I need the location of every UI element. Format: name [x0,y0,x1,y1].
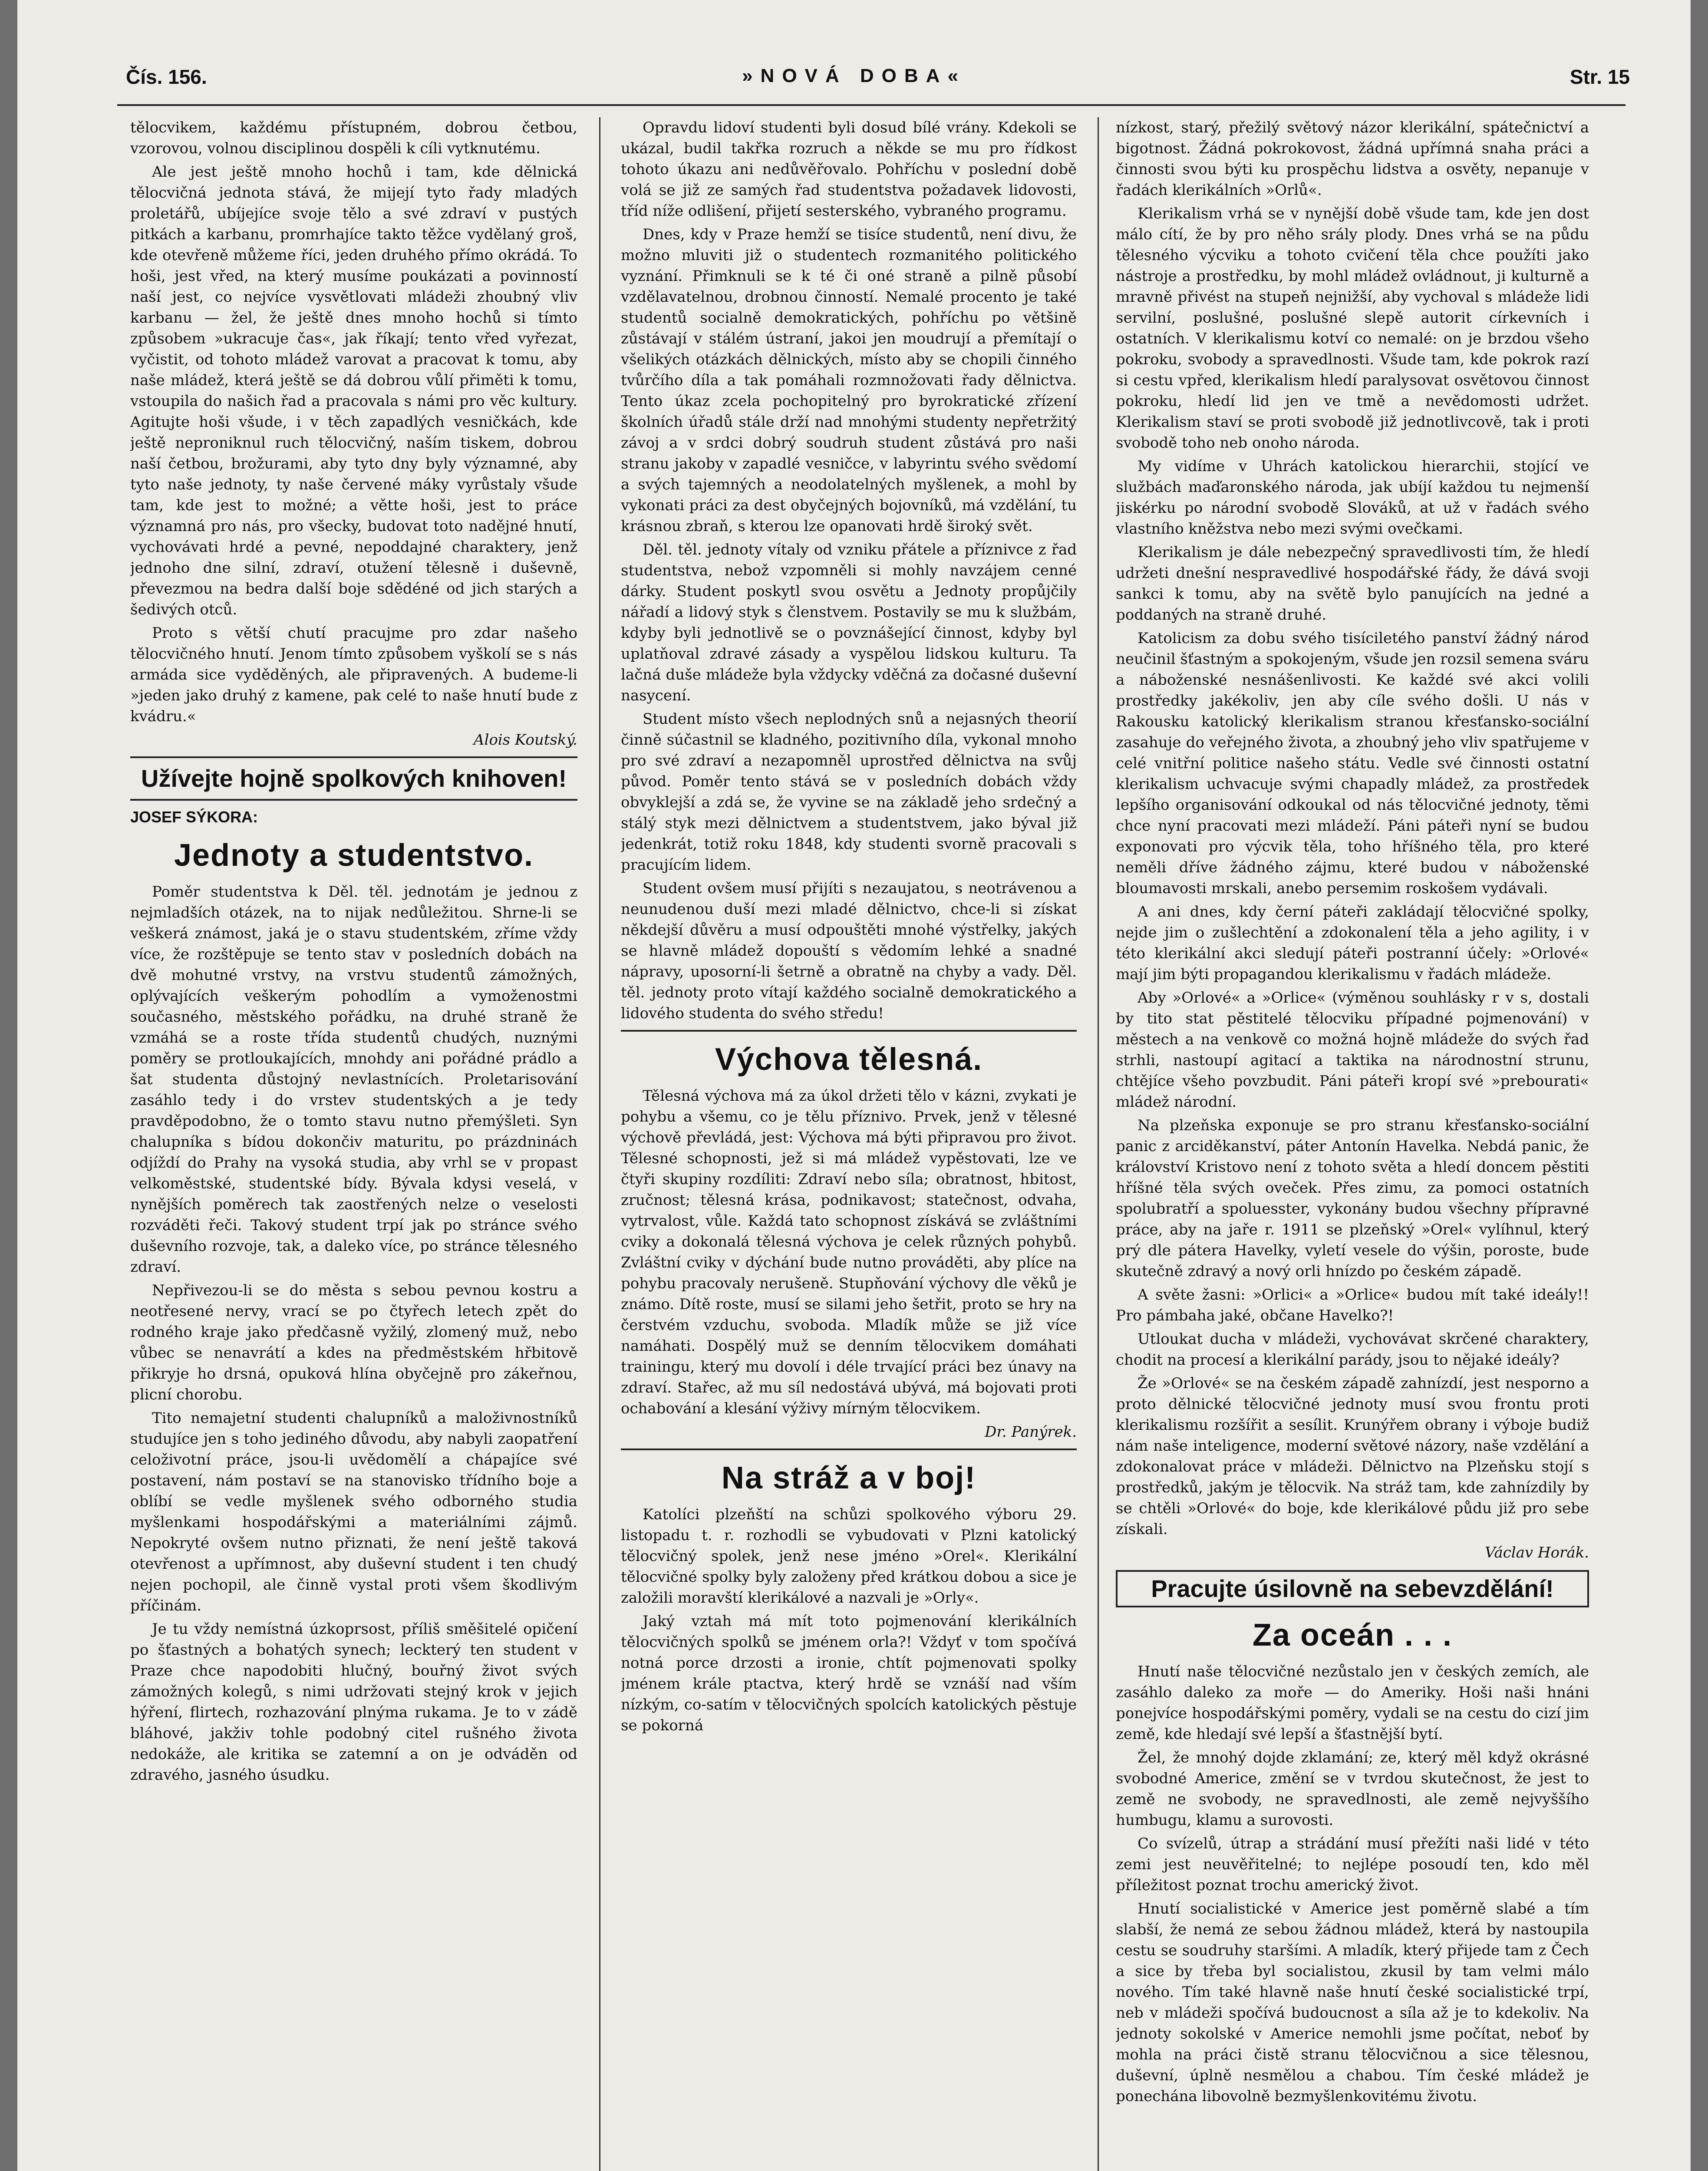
issue-number: Čís. 156. [126,66,207,88]
paragraph: Poměr studentstva k Děl. těl. jednotám je jednou z nejmladších otázek, na to nijak nedůležitou. Shrne-li se veškerá známost, jaká je o stavu studentském, zříme vždy více, že rozštěpuje se tento stav v posledních dobách na dvě mohutné vrstvy, na vrstvu studentů zámožných, oplývajících veškerým pohodlím a vymoženostmi současného, městského pořádku, na druhé straně že vzmáhá se a roste třída studentů chudých, nuznými poměry se protloukajících, mnohdy ani pořádné prádlo a šat studenta důstojný nevlastnících. Proletarisování zasáhlo tedy i do vrstev studentských a je tedy pravděpodobno, že o tomto stavu nutno přemýšleti. Syn chalupníka s bídou dokončiv maturitu, po prázdninách odjíždí do Prahy na vysoká studia, aby vrhl se v propast velkoměstské, studentské bídy. Bývala kdysi veselá, v nynějších poměrech tak zaostřených nelze o veselosti rozváděti řeči. Takový student trpí jak po stránce svého duševního rozvoje, tak, a daleko více, po stránce tělesného zdraví. [130,883,577,1276]
masthead: »NOVÁ DOBA« [742,65,966,86]
page-number: Str. 15 [1570,66,1630,88]
signature: Dr. Panýrek. [985,1423,1077,1441]
column-1 [130,117,577,2171]
divider [130,756,577,758]
signature: Václav Horák. [1485,1544,1589,1561]
paragraph: tělocvikem, každému přístupném, dobrou četbou, vzorovou, volnou disciplinou dospěli k cíli vytknutému. [130,119,577,157]
column-2 [621,117,1077,2171]
paragraph: Katolíci plzeňští na schůzi spolkového výboru 29. listopadu t. r. rozhodli se vybudovati v Plzni katolický tělocvičný spolek, jenž nese jméno »Orel«. Klerikální tělocvičné spolky byly založeny před krátkou dobou a sice je založili moravští klerikálové a nazvali je »Orly«. [621,1506,1077,1607]
article-author: JOSEF SÝKORA: [130,808,258,826]
signature: Alois Koutský. [473,731,577,749]
paragraph: Utloukat ducha v mládeži, vychovávat skrčené charaktery, chodit na procesí a klerikální parády, jsou to nějaké ideály? [1116,1330,1589,1369]
header-rule [117,104,1626,106]
paragraph: Ale jest ještě mnoho hochů i tam, kde dělnická tělocvičná jednota stává, že mijejí tyto řady mladých proletářů, ubíjejíce svoje tělo a své zdraví v pustých pitkách a karbanu, promrhajíce takto těžce vydělaný groš, kde otevřeně můžeme říci, jeden druhého přímo okrádá. To hoši, jest vřed, na který musíme poukázati a povinností naší jest, co nejvíce vysvětlovati mládeži zhoubný vliv karbanu — žel, že ještě dnes mnoho hochů si tímto způsobem »ukracuje čas«, jak říkají; tento vřed vyřezat, vyčistit, od tohoto mládež varovat a pracovat k tomu, aby naše mládež, která ještě se dá dobrou vůlí přiměti k tomu, vstoupila do našich řad a pracovala s námi pro věc kultury. Agitujte hoši všude, i v těch zapadlých vesničkách, kde ještě neproniknul ruch tělocvičný, naším tiskem, dobrou naší četbou, brožurami, aby tyto dny byly významné, aby tyto naše jednoty, ty naše červené máky vyrůstaly všude tam, kde jest to možné; a větte hoši, jest to práce významná pro nás, pro všecky, budovat toto nadějné hnutí, vychovávati hrdé a pevné, nepoddajné charaktery, jenž jednoho dne silní, zdraví, otužení tělesně i duševně, převezmou na bedra další boje sdědéné od jich starých a šedivých otců. [130,163,577,618]
paragraph: Aby »Orlové« a »Orlice« (výměnou souhlásky r v s, dostali by tito stat pěstitelé tělocviku případné pojmenování) v městech a na venkově co možná hojně mládeže do svých řad strhli, nastoupí agitací a taktika na národnostní strunu, chtějíce všeho povzbudit. Páni páteři kropí své »prebourati« mládež národní. [1116,989,1589,1111]
paragraph: Student ovšem musí přijíti s nezaujatou, s neotrávenou a neunudenou duší mezi mladé dělnictvo, chce-li si získat někdejší důvěru a musí odpouštěti mnohé výstřelky, jakých se hlavně mládež dopouští s vědomím lehké a snadné nápravy, uposorní-li šetrně a obratně na chyby a vady. Děl. těl. jednoty proto vítají každého socialně demokratického a lidového studenta do svého středu! [621,880,1077,1022]
paragraph: Žel, že mnohý dojde zklamání; ze, který měl když okrásné svobodné Americe, změní se v tvrdou skutečnost, že jest to země ne svobody, ne spravedlnosti, ale země nejvyššího humbugu, klamu a surovosti. [1116,1749,1589,1829]
paragraph: Jaký vztah má mít toto pojmenování klerikálních tělocvičných spolků se jménem orla?! Vždyť v tom spočívá notná porce drzosti a ironie, chtít pojmenovati spolky jménem krále ptactva, který hrdě se vznáší nad vším nízkým, co-satím v tělocvičných spolcích katolických pěstuje se pokorná [621,1613,1077,1734]
page-header [17,65,1691,104]
column-divider [599,117,600,2171]
divider [130,799,577,801]
divider [621,1030,1077,1032]
paragraph: Hnutí naše tělocvičné nezůstalo jen v českých zemích, ale zasáhlo daleko za moře — do Ameriky. Hoši naši hnáni ponejvíce hospodářskými poměry, vydali se na cestu do cizí jim země, kde hledají své lepší a šťastnější bytí. [1116,1663,1589,1743]
divider [621,1448,1077,1450]
paragraph: Tělesná výchova má za úkol držeti tělo v kázni, zvykati je pohybu a všemu, co je tělu příznivo. Prvek, jenž v tělesné výchově převládá, jest: Výchova má býti připravou pro život. Tělesné schopnosti, jež si má mládež vypěstovati, lze ve čtyři skupiny rozdíliti: Zdraví nebo síla; obratnost, hbitost, zručnost; tělesná krása, podnikavost; statečnost, odvaha, vytrvalost, vůle. Každá tato schopnost získává se zvláštními cviky a dokonalá tělesná výchova je celek různých pohybů. Zvláštní cviky v dýchání bude nutno prováděti, aby plíce na pohybu pracovaly nerušeně. Stupňování výchovy dle věků je známo. Dítě roste, musí se silami jeho šetřit, proto se hry na čerstvém vzduchu, svoboda. Mladík může se již více namáhati. Dospělý muž se denním tělocvikem domáhati trainingu, který mu dovolí i déle trvající práci bez únavy na zdraví. Stařec, až mu síl nedostává ubývá, má bojovati proti ochabování a klesání výživy mírným tělocvikem. [621,1087,1077,1417]
article-title: Na stráž a v boj! [721,1461,976,1495]
paragraph: Opravdu lidoví studenti byli dosud bílé vrány. Kdekoli se ukázal, budil takřka rozruch a někde se mu pro řídkost tohoto úkazu ani nedůvěřovalo. Pohříchu v poslední době volá se již ze samých řad studentstva požadavek lidovosti, tříd níže odlišení, přijetí sesterského, vybraného programu. [621,119,1077,220]
paragraph: nízkost, starý, přežilý světový názor klerikální, spátečnictví a bigotnost. Žádná pokrokovost, žádná upřímná snaha práci a činnosti svou býti ku prospěchu lidstva a osvěty, nepanuje v řadách klerikálních »Orlů«. [1116,119,1589,199]
column-divider [1098,117,1099,2171]
paragraph: Co svízelů, útrap a strádání musí přežíti naši lidé v této zemi jest neuvěřitelné; to nejlépe posoudí ten, kdo měl příležitost poznat trochu americký život. [1116,1835,1589,1894]
banner-self-education: Pracujte úsilovně na sebevzdělání! [1151,1575,1554,1602]
paragraph: A ani dnes, kdy černí páteři zakládají tělocvičné spolky, nejde jim o zušlechtění a zdokonalení těla a jeho agility, i v této klerikální akci sledují páteři postranní účely: »Orlové« mají jim býti propagandou klerikalismu v řadách mládeže. [1116,903,1589,983]
paragraph: Klerikalism je dále nebezpečný spravedlivosti tím, že hledí udržeti dnešní nespravedlivé hospodářské řády, že dává svoji sankci k tomu, aby na světě bylo panujících na jedné a poddaných na straně druhé. [1116,544,1589,624]
paragraph: A světe žasni: »Orlici« a »Orlice« budou mít také ideály!! Pro pámbaha jaké, občane Havelko?! [1116,1286,1589,1324]
paragraph: Klerikalism vrhá se v nynější době všude tam, kde jen dost málo cítí, že by pro něho srály plody. Dnes vrhá se na půdu tělesného výcviku a tohoto cvičení těla chce použíti jako nástroje a prostředku, by mohl mládež ovládnout, ji kulturně a mravně přivést na stupeň nejnižší, aby vychoval s mládeže lidi servilní, poslušné, poslušné slepě autorit církevních i ostatních. V klerikalismu kotví co nemalé: on je brzdou všeho pokroku, svobody a spravedlnosti. Všude tam, kde pokrok razí si cestu vpřed, klerikalism hledí paralysovat osvětovou činnost pokroku, hledí lid jen ve tmě a nevědomosti udržet. Klerikalism staví se proti svobodě již jednotlivcově, tak i proti svobodě toho neb onoho národa. [1116,205,1589,452]
paragraph: Je tu vždy nemístná úzkoprsost, příliš směšitelé opičení po šťastných a bohatých synech; leckterý ten student v Praze chce napodobiti hlučný, bouřný život svých zámožných kolegů, s nimi udržovati stejný krok v jejich hýření, flirtech, rozhazování plnýma rukama. Je to v zádě bláhové, jakživ tohle podobný citel rušného života nedokáže, ale kritika se zatemní a on je odváděn od zdravého, jasného úsudku. [130,1620,577,1784]
paragraph: My vidíme v Uhrách katolickou hierarchii, stojící ve službách maďaronského národa, jak ubíjí každou tu nejmenší jiskérku po národní svobodě Slováků, at už v řadách svého vlastního kněžstva nebo mezi svými ovečkami. [1116,458,1589,538]
newspaper-page [17,0,1691,2171]
paragraph: Děl. těl. jednoty vítaly od vzniku přátele a příznivce z řad studentstva, nebož vzpomněli si mohly navzájem cenné dárky. Student poskytl svou osvětu a Jednoty propůjčily nářadí a lidový styk s členstvem. Postavily se mu k službám, kdyby byli jednotlivě se o povznášející činnost, kdyby byl uplatňoval zdravé zásady a vyspělou lidskou kulturu. Ta lačná duše mládeže byla vždycky vděčná za dočasné duševní nasycení. [621,541,1077,704]
article-title: Za oceán . . . [1252,1618,1453,1653]
banner-libraries: Užívejte hojně spolkových knihoven! [141,765,567,792]
article-title: Jednoty a studentstvo. [174,838,534,873]
paragraph: Proto s větší chutí pracujme pro zdar našeho tělocvičného hnutí. Jenom tímto způsobem vyškolí se s nás armáda sice vyděděných, ale připravených. A budeme-li »jeden jako druhý z kamene, pak celé to naše hnutí bude z kvádru.« [130,624,577,725]
article-title: Výchova tělesná. [715,1042,983,1077]
paragraph: Hnutí socialistické v Americe jest poměrně slabé a tím slabší, že nemá ze sebou žádnou mládež, která by nastoupila cestu se soudruhy staršími. A mladík, který přijede tam z Čech a sice by třeba byl socialistou, zkusil by tam velmi málo nového. Tím také hlavně naše hnutí české socialistické trpí, neb v mládeži spočívá budoucnost a síla až je to kdekoliv. Na jednoty sokolské v Americe nemohli jsme počítat, neboť by mohla na práci čistě stranu tělocvičnou a sice tělesnou, duševní, úplně nesmělou a chabou. Tím české mládež je ponechána libovolně bezmyšlenkovitému životu. [1116,1900,1589,2105]
paragraph: Tito nemajetní studenti chalupníků a maloživnostníků studujíce jen s toho jediného důvodu, aby nabyli zaopatření celoživotní práce, jsou-li uvědomělí a chápajíce své postavení, nám postaví se na stanovisko třídního boje a oblíbí se vedle myšlenek svého odborného studia myšlenkami hospodářskými a materiálními zájmů. Nepokryté ovšem nutno přiznati, že není ještě taková otevřenost a upřímnost, aby duševní student i ten chudý nejen pochopil, ale činně vystal proti všem škodlivým příčinám. [130,1409,577,1614]
paragraph: Na plzeňska exponuje se pro stranu křesťansko-sociální panic z arciděkanství, páter Antonín Havelka. Nebdá panic, že království Kristovo není z tohoto světa a hledí doncem pěstiti hříšné těla svých oveček. Přes zimu, za pomoci ostatních spolubratří a spoluesster, vykonány budou všechny přípravné práce, aby na jaře r. 1911 se plzeňský »Orel« vylíhnul, který prý dle pátera Havelky, vyletí vesele do výšin, poroste, bude skutečně zdravý a nový orli hnízdo po českém západě. [1116,1117,1589,1280]
paragraph: Dnes, kdy v Praze hemží se tisíce studentů, není divu, že možno mluviti již o studentech rozmanitého politického vyznání. Přimknuli se k té či oné straně a pilně působí vzdělavatelnou, drobnou činností. Nemalé procento je také studentů socialně demokratických, pohříchu po většině zůstávají v stálém ústraní, jakoi jen moudrují a přemítají o všelikých otázkách dělnických, místo aby se chopili činného tvůrčího díla a tak pomáhali rozmnožovati řady dělnictva. Tento úkaz zcela pochopitelný pro byrokratické zřízení školních úřadů stále drží nad mnohými studenty nepřetržitý závoj a v srdci dobrý soudruh student zůstává pro naši stranu jakoby v zapadlé vesničce, v labyrintu svého svědomí a svých tajemných a neodolatelných myšlenek, a mohl by vykonati práci za dest obyčejných bojovníků, má vzdělání, tu krásnou zbraň, s kterou lze opanovati hrdě široký svět. [621,226,1077,535]
paragraph: Nepřivezou-li se do města s sebou pevnou kostru a neotřesené nervy, vrací se po čtyřech letech zpět do rodného kraje jako předčasně vyžilý, zlomený muž, nebo vůbec se nenavrátí a kdes na předměstském hřbitově přikryje ho drsná, opuková hlína obyčejně pro zákeřnou, plicní chorobu. [130,1282,577,1403]
banner-box [1116,1570,1589,1607]
column-3 [1116,117,1589,2171]
paragraph: Student místo všech neplodných snů a nejasných theorií činně súčastnil se kladného, pozitivního díla, vykonal mnoho pro své zdraví a nezapomněl uprostřed dělnictva na svůj původ. Poměr tento stává se v posledních dobách vždy obvyklejší a zdá se, že vyvine se na základě jeho srdečný a stálý styk mezi dělnictvem a studentstvem, jako býval již jedenkrát, totiž roku 1848, kdy studenti svorně pracovali s pracujícím lidem. [621,710,1077,874]
paragraph: Že »Orlové« se na českém západě zahnízdí, jest nesporno a proto dělnické tělocvičné jednoty musí svou frontu proti klerikalismu rozšířit a sesílit. Krunýřem obrany i výboje budiž nám naše inteligence, moderní světové názory, naše vzdělání a zdokonalovat práce v mládeži. Dělnictvo na Plzeňsku stojí s prostředků, jakým je tělocvik. Na stráž tam, kde zahnízdily by se chtěli »Orlové« do boje, kde klerikálové půdu již pro sebe získali. [1116,1375,1589,1538]
paragraph: Katolicism za dobu svého tisíciletého panství žádný národ neučinil šťastným a spokojeným, všude jen rozsil semena sváru a náboženské nesnášenlivosti. Ke každé své akci volili prostředky jakékoliv, jen aby cíle svého došli. U nás v Rakousku katolický klerikalism stranou křesťansko-sociální zasahuje do veřejného života, a zhoubný jeho vliv spatřujeme v celé vnitřní politice našeho státu. Vedle své činnosti ostatní klerikalism uchvacuje svými chapadly mládež, za prostředek lepšího organisování odkoukal od nás tělocvičné jednoty, těmi chce nyní pracovati mezi mládeží. Páni páteři nyní se budou exponovati pro výcvik těla, toho hříšného těla, pro které neměli dříve žádného zájmu, které budou v náboženské bloumavosti mrskali, anebo persemim roskošem vydávali. [1116,630,1589,897]
